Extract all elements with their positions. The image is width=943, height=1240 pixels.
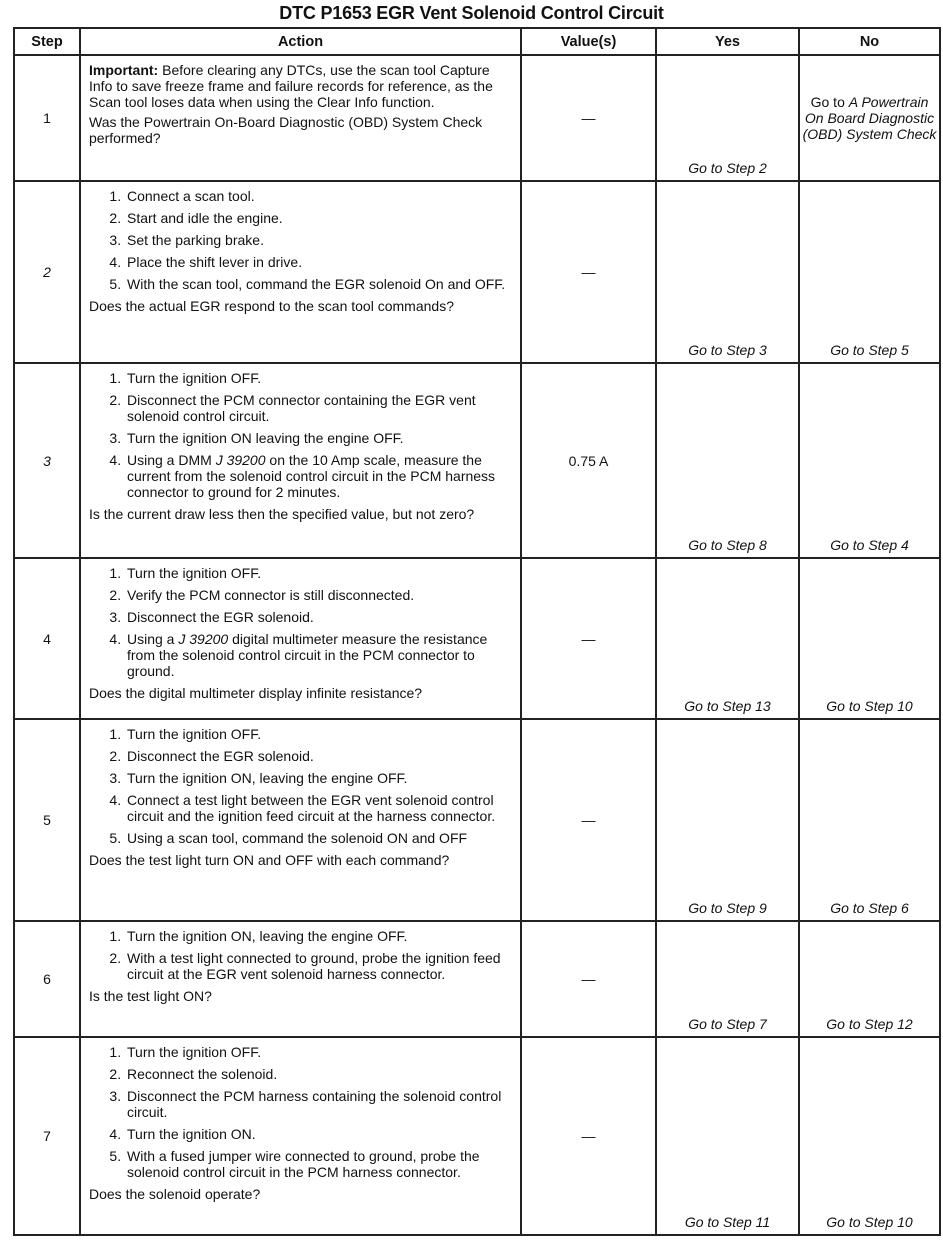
question: Does the digital multimeter display infinite resistance?	[89, 685, 423, 701]
value-cell: —	[521, 719, 656, 921]
step-number: 2	[14, 181, 80, 363]
no-cell: Go to Step 4	[799, 363, 940, 558]
action-item: 2. Disconnect the EGR solenoid.	[125, 748, 514, 764]
action-item: 1. Turn the ignition ON, leaving the engine OFF.	[125, 928, 514, 944]
table-row-step-7	[14, 1037, 940, 1235]
action-list	[89, 370, 514, 500]
header-action: Action	[80, 28, 521, 55]
yes-cell: Go to Step 8	[656, 363, 799, 558]
table-row-step-2	[14, 181, 940, 363]
action-cell	[80, 363, 521, 558]
item-text: on the 10 Amp scale, measure the current from the solenoid control circuit in the PCM harness connector to ground for 2 minutes.	[127, 452, 496, 500]
action-cell	[80, 921, 521, 1037]
item-text: Using a	[127, 631, 179, 647]
no-cell: Go to Step 10	[799, 1037, 940, 1235]
diagnostic-table	[13, 27, 941, 1236]
header-row	[14, 28, 940, 55]
yes-cell: Go to Step 11	[656, 1037, 799, 1235]
action-cell	[80, 719, 521, 921]
question: Does the solenoid operate?	[89, 1186, 261, 1202]
table-row-step-3	[14, 363, 940, 558]
page-title: DTC P1653 EGR Vent Solenoid Control Circuit	[279, 3, 664, 23]
value-cell: —	[521, 181, 656, 363]
yes-cell: Go to Step 3	[656, 181, 799, 363]
action-item: 1. Turn the ignition OFF.	[125, 565, 514, 581]
action-item: 3. Turn the ignition ON leaving the engine OFF.	[125, 430, 514, 446]
table-row-step-6	[14, 921, 940, 1037]
action-cell	[80, 181, 521, 363]
action-item: 2. With a test light connected to ground, probe the ignition feed circuit at the EGR vent solenoid harness connector.	[125, 950, 514, 982]
action-list	[89, 726, 514, 846]
yes-cell: Go to Step 9	[656, 719, 799, 921]
action-item: 3. Disconnect the EGR solenoid.	[125, 609, 514, 625]
action-item: 2. Verify the PCM connector is still disconnected.	[125, 587, 514, 603]
question: Was the Powertrain On-Board Diagnostic (OBD) System Check performed?	[89, 114, 483, 146]
header-values: Value(s)	[521, 28, 656, 55]
question: Is the current draw less then the specified value, but not zero?	[89, 506, 475, 522]
no-cell: Go to Step 5	[799, 181, 940, 363]
action-item: 4. Connect a test light between the EGR vent solenoid control circuit and the ignition feed circuit at the harness connector.	[125, 792, 514, 824]
question: Does the actual EGR respond to the scan tool commands?	[89, 298, 454, 314]
important-text: Before clearing any DTCs, use the scan tool Capture Info to save freeze frame and failure records for reference, as the Scan tool loses data when using the Clear Info function.	[89, 62, 493, 110]
action-cell	[80, 1037, 521, 1235]
no-prefix: Go to	[810, 94, 849, 110]
value-cell: —	[521, 55, 656, 181]
no-cell: Go to Step 10	[799, 558, 940, 719]
header-yes: Yes	[656, 28, 799, 55]
important-label: Important:	[89, 62, 159, 78]
action-item: 1. Turn the ignition OFF.	[125, 370, 514, 386]
yes-cell: Go to Step 13	[656, 558, 799, 719]
action-item: 2. Reconnect the solenoid.	[125, 1066, 514, 1082]
action-item: 3. Set the parking brake.	[125, 232, 514, 248]
action-list	[89, 1044, 514, 1180]
value-cell: 0.75 A	[521, 363, 656, 558]
value-cell: —	[521, 1037, 656, 1235]
action-item: 5. Using a scan tool, command the solenoid ON and OFF	[125, 830, 514, 846]
header-step: Step	[14, 28, 80, 55]
no-reference: A Powertrain On Board Diagnostic (OBD) System Check	[802, 94, 937, 142]
table-row-step-5	[14, 719, 940, 921]
action-list	[89, 188, 514, 292]
action-list	[89, 565, 514, 679]
action-item: 3. Turn the ignition ON, leaving the engine OFF.	[125, 770, 514, 786]
action-item: 1. Turn the ignition OFF.	[125, 1044, 514, 1060]
action-list	[89, 928, 514, 982]
step-number: 3	[14, 363, 80, 558]
no-cell	[799, 55, 940, 181]
no-cell: Go to Step 12	[799, 921, 940, 1037]
action-item: 2. Disconnect the PCM connector containing the EGR vent solenoid control circuit.	[125, 392, 514, 424]
table-row-step-4	[14, 558, 940, 719]
action-item: 4. Place the shift lever in drive.	[125, 254, 514, 270]
table-row-step-1	[14, 55, 940, 181]
tool-reference: J 39200	[215, 452, 266, 468]
action-item: 1. Turn the ignition OFF.	[125, 726, 514, 742]
value-cell: —	[521, 558, 656, 719]
step-number: 4	[14, 558, 80, 719]
action-cell	[80, 558, 521, 719]
question: Is the test light ON?	[89, 988, 212, 1004]
action-cell	[80, 55, 521, 181]
step-number: 5	[14, 719, 80, 921]
value-cell: —	[521, 921, 656, 1037]
action-item: 1. Connect a scan tool.	[125, 188, 514, 204]
item-text: Using a DMM	[127, 452, 216, 468]
header-no: No	[799, 28, 940, 55]
action-item: 2. Start and idle the engine.	[125, 210, 514, 226]
step-number: 6	[14, 921, 80, 1037]
action-item: 5. With a fused jumper wire connected to ground, probe the solenoid control circuit in the PCM harness connector.	[125, 1148, 514, 1180]
action-item: 4. Turn the ignition ON.	[125, 1126, 514, 1142]
tool-reference: J 39200	[178, 631, 229, 647]
item-text: digital multimeter measure the resistance from the solenoid control circuit in the PCM connector to ground.	[127, 631, 488, 679]
yes-cell: Go to Step 7	[656, 921, 799, 1037]
action-item	[125, 631, 514, 679]
action-item	[125, 452, 514, 500]
action-item: 3. Disconnect the PCM harness containing the solenoid control circuit.	[125, 1088, 514, 1120]
no-cell: Go to Step 6	[799, 719, 940, 921]
action-item: 5. With the scan tool, command the EGR solenoid On and OFF.	[125, 276, 514, 292]
yes-cell: Go to Step 2	[656, 55, 799, 181]
question: Does the test light turn ON and OFF with each command?	[89, 852, 450, 868]
step-number: 1	[14, 55, 80, 181]
step-number: 7	[14, 1037, 80, 1235]
important-note	[89, 62, 514, 110]
